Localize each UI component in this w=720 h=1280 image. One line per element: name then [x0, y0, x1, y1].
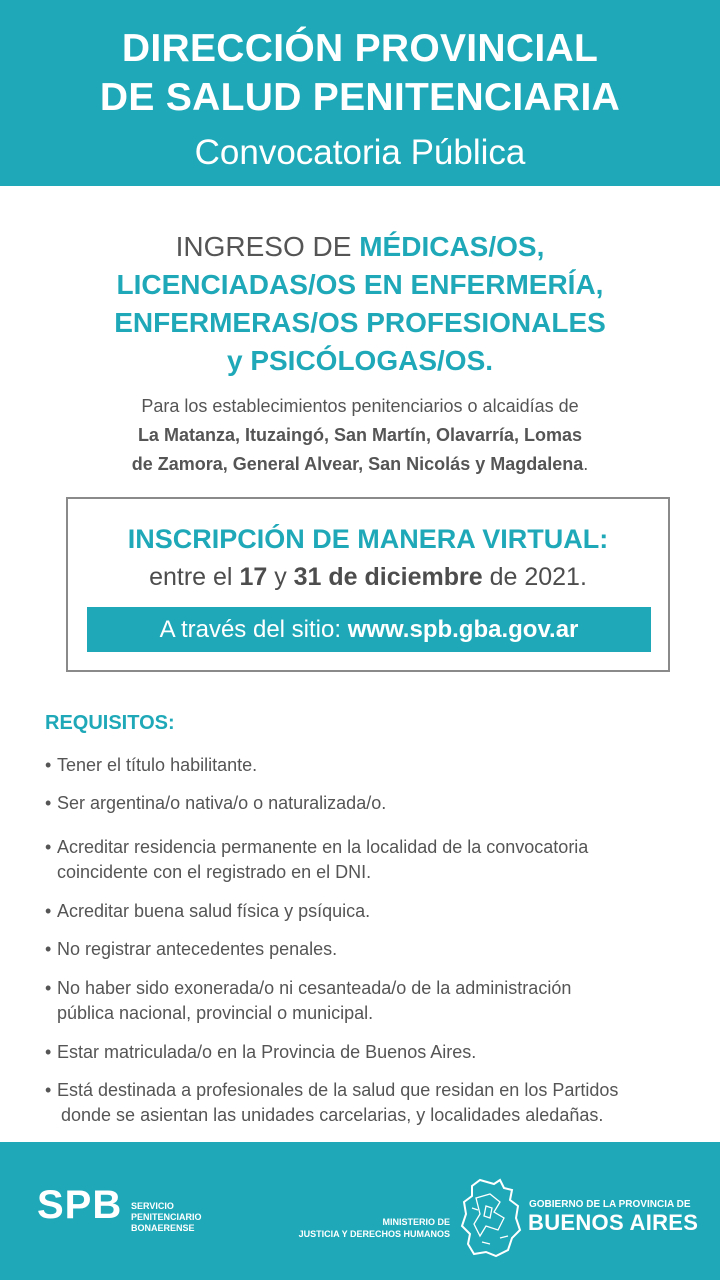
ingreso-heading	[0, 228, 720, 380]
date-start: 17	[239, 563, 268, 591]
bullet: •	[45, 755, 52, 775]
ingreso-line2: LICENCIADAS/OS EN ENFERMERÍA,	[116, 269, 604, 300]
date-end: 31 de diciembre	[293, 563, 483, 591]
inscripcion-box	[66, 497, 670, 672]
requisito-item	[45, 1040, 675, 1065]
requisito-text: Está destinada a profesionales de la salud que residan en los Partidos	[57, 1080, 619, 1100]
requisitos-title: REQUISITOS:	[45, 712, 175, 734]
bullet: •	[45, 1080, 52, 1100]
header-banner	[0, 0, 720, 186]
requisito-text: Ser argentina/o nativa/o o naturalizada/o.	[57, 793, 387, 813]
requisito-text: Estar matriculada/o en la Provincia de Buenos Aires.	[57, 1042, 477, 1062]
places-text	[0, 392, 720, 479]
ministerio-line2: JUSTICIA Y DERECHOS HUMANOS	[298, 1229, 450, 1239]
requisito-text: No haber sido exonerada/o ni cesanteada/o de la administración	[57, 978, 572, 998]
bullet: •	[45, 978, 52, 998]
site-url-link[interactable]: www.spb.gba.gov.ar	[347, 616, 579, 643]
header-subtitle: Convocatoria Pública	[194, 133, 526, 172]
ministerio-text	[260, 1216, 450, 1240]
ingreso-prefix: INGRESO DE	[175, 231, 360, 262]
requisito-item	[45, 791, 675, 816]
requisito-item	[45, 1078, 675, 1128]
bullet: •	[45, 1042, 52, 1062]
header-title-line2: DE SALUD PENITENCIARIA	[99, 76, 621, 119]
spb-logo: SPB	[37, 1183, 123, 1227]
dates-y: y	[267, 563, 294, 591]
footer-banner	[0, 1142, 720, 1280]
inscripcion-dates	[68, 560, 668, 594]
requisito-item	[45, 899, 675, 924]
requisito-item	[45, 753, 675, 778]
dates-entre: entre el	[149, 563, 240, 591]
requisito-text: No registrar antecedentes penales.	[57, 939, 338, 959]
dates-year: de 2021.	[482, 563, 587, 591]
requisito-item	[45, 937, 675, 962]
bullet: •	[45, 837, 52, 857]
places-intro: Para los establecimientos penitenciarios o alcaidías de	[141, 396, 579, 416]
header-title-line1: DIRECCIÓN PROVINCIAL	[121, 27, 599, 70]
requisito-text: Acreditar buena salud física y psíquica.	[57, 901, 371, 921]
requisito-text-cont: coincidente con el registrado en el DNI.	[57, 862, 372, 882]
gobierno-line2: BUENOS AIRES	[528, 1210, 699, 1235]
province-map-icon	[460, 1178, 522, 1258]
spb-name	[131, 1201, 202, 1234]
ingreso-line3: ENFERMERAS/OS PROFESIONALES	[114, 307, 606, 338]
ingreso-line4: y PSICÓLOGAS/OS.	[226, 345, 494, 376]
gobierno-line1: GOBIERNO DE LA PROVINCIA DE	[529, 1199, 691, 1210]
places-end: .	[583, 454, 589, 474]
requisito-item	[45, 976, 675, 1026]
ingreso-medicas: MÉDICAS/OS,	[359, 231, 545, 262]
places-line3: de Zamora, General Alvear, San Nicolás y Magdalena	[131, 454, 584, 474]
bullet: •	[45, 939, 52, 959]
requisito-text-cont: pública nacional, provincial o municipal.	[57, 1003, 374, 1023]
spb-name-line2: PENITENCIARIO	[131, 1212, 202, 1222]
spb-name-line3: BONAERENSE	[131, 1223, 195, 1233]
site-label: A través del sitio:	[159, 616, 348, 643]
requisito-text: Tener el título habilitante.	[57, 755, 258, 775]
requisito-text: Acreditar residencia permanente en la localidad de la convocatoria	[57, 837, 589, 857]
bullet: •	[45, 793, 52, 813]
requisito-text-cont: donde se asientan las unidades carcelarias, y localidades aledañas.	[61, 1105, 604, 1125]
inscripcion-title: INSCRIPCIÓN DE MANERA VIRTUAL:	[127, 524, 609, 554]
ministerio-line1: MINISTERIO DE	[382, 1217, 450, 1227]
spb-name-line1: SERVICIO	[131, 1201, 174, 1211]
places-line2: La Matanza, Ituzaingó, San Martín, Olavarría, Lomas	[137, 425, 583, 445]
ingreso-line1	[0, 228, 720, 266]
bullet: •	[45, 901, 52, 921]
requisito-item	[45, 835, 675, 885]
site-bar	[87, 607, 651, 652]
